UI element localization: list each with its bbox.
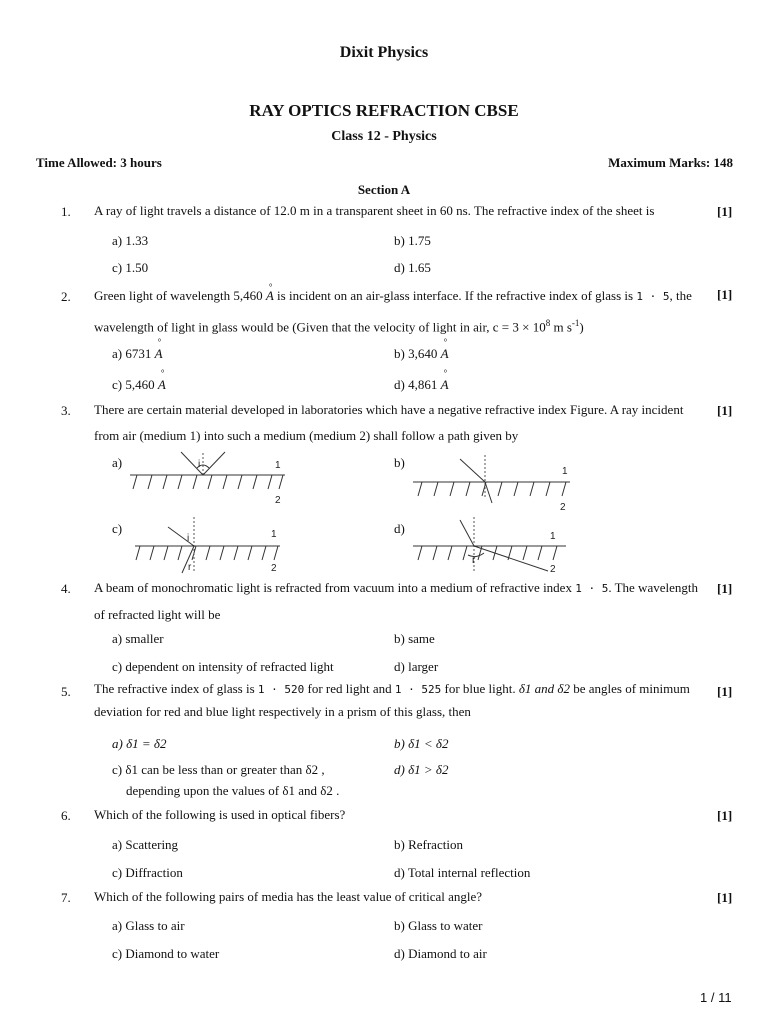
ray-diagram-c [130,515,300,577]
svg-text:r: r [188,562,192,573]
svg-text:1: 1 [562,466,568,477]
option-c[interactable]: c) dependent on intensity of refracted light [112,659,334,674]
option-d[interactable]: d) 4,861 ° A [394,377,449,393]
option-c[interactable]: c) Diffraction [112,865,183,880]
question-marks: [1] [717,403,733,418]
question-number: 1. [61,204,71,219]
option-b[interactable]: b) 1.75 [394,233,431,248]
medium-2-label: 2 [275,495,281,506]
option-a[interactable]: a) 6731 ° A [112,346,163,362]
svg-text:2: 2 [560,502,566,513]
section-heading: Section A [357,182,411,197]
option-a[interactable]: a) 1.33 [112,233,149,248]
svg-text:2: 2 [271,563,277,574]
question-number: 2. [61,289,71,304]
question-marks: [1] [717,204,733,219]
option-c-continuation: depending upon the values of δ1 and δ2 . [126,783,340,798]
svg-text:2: 2 [550,564,556,575]
option-b[interactable]: b) δ1 < δ2 [394,736,449,751]
question-text: The refractive index of glass is 1 · 520 for red light and 1 · 525 for blue light. δ1 and δ2 be angles of minimum deviation for red and blue light respectively in a prism of this glass, then [94,681,690,719]
option-b[interactable]: b) Glass to water [394,918,483,933]
question-marks: [1] [717,890,733,905]
question-number: 4. [61,581,71,596]
question-number: 6. [61,808,71,823]
option-c[interactable]: c) 5,460 ° A [112,377,166,393]
question-text: Green light of wavelength 5,460 ° A is incident on an air-glass interface. If the refractive index of glass is 1 · 5, the wavelength of light in glass would be (Given that the velocity of light in air, $c = 3 \times 10^8$ m $s^{-1}$) [94,283,704,340]
paper-title: RAY OPTICS REFRACTION CBSE [249,101,519,120]
svg-text:r: r [472,555,476,566]
ray-diagram-a [125,448,295,508]
question-number: 7. [61,890,71,905]
option-c[interactable]: c) 1.50 [112,260,149,275]
ray-diagram-d [408,515,578,577]
question-text: Which of the following pairs of media has the least value of critical angle? [94,889,483,904]
maximum-marks: Maximum Marks: 148 [608,155,733,170]
question-text: There are certain material developed in laboratories which have a negative refractive index Figure. A ray incident from air (medium 1) into such a medium (medium 2) shall follow a path given by [94,402,684,443]
svg-text:1: 1 [550,531,556,542]
question-text: Which of the following is used in optical fibers? [94,807,346,822]
option-a[interactable]: a) δ1 = δ2 [112,736,167,751]
option-a[interactable]: a) smaller [112,631,164,646]
question-text: A ray of light travels a distance of 12.0 m in a transparent sheet in 60 ns. The refractive index of the sheet is [94,203,655,218]
option-a[interactable]: a) Glass to air [112,918,185,933]
time-allowed: Time Allowed: 3 hours [36,155,162,170]
question-marks: [1] [717,684,733,699]
angstrom-symbol: ° A [266,283,274,309]
question-number: 3. [61,403,71,418]
option-d[interactable]: d) 1.65 [394,260,431,275]
medium-1-label: 1 [275,460,281,471]
option-d[interactable]: d) [394,521,405,536]
option-d[interactable]: d) Total internal reflection [394,865,531,880]
option-c[interactable]: c) δ1 can be less than or greater than δ2 , [112,762,325,777]
question-marks: [1] [717,808,733,823]
question-number: 5. [61,684,71,699]
question-text: A beam of monochromatic light is refracted from vacuum into a medium of refractive index 1 · 5. The wavelength of refracted light will be [94,580,698,622]
option-d[interactable]: d) Diamond to air [394,946,487,961]
option-d[interactable]: d) larger [394,659,439,674]
svg-text:i: i [187,533,190,544]
option-c[interactable]: c) [112,521,123,536]
page-indicator: 1 / 11 [700,990,732,1005]
angle-i-label: i [198,459,201,470]
glass-index: 1 · 5 [636,290,670,303]
svg-text:1: 1 [271,529,277,540]
option-d[interactable]: d) δ1 > δ2 [394,762,449,777]
paper-subtitle: Class 12 - Physics [331,129,437,144]
institute-name: Dixit Physics [339,44,429,61]
option-a[interactable]: a) Scattering [112,837,179,852]
question-marks: [1] [717,581,733,596]
option-b[interactable]: b) [394,455,405,470]
option-b[interactable]: b) Refraction [394,837,463,852]
option-b[interactable]: b) same [394,631,435,646]
option-c[interactable]: c) Diamond to water [112,946,220,961]
question-marks: [1] [717,287,733,302]
ray-diagram-b [408,455,578,515]
option-b[interactable]: b) 3,640 ° A [394,346,449,362]
option-a[interactable]: a) [112,455,123,470]
